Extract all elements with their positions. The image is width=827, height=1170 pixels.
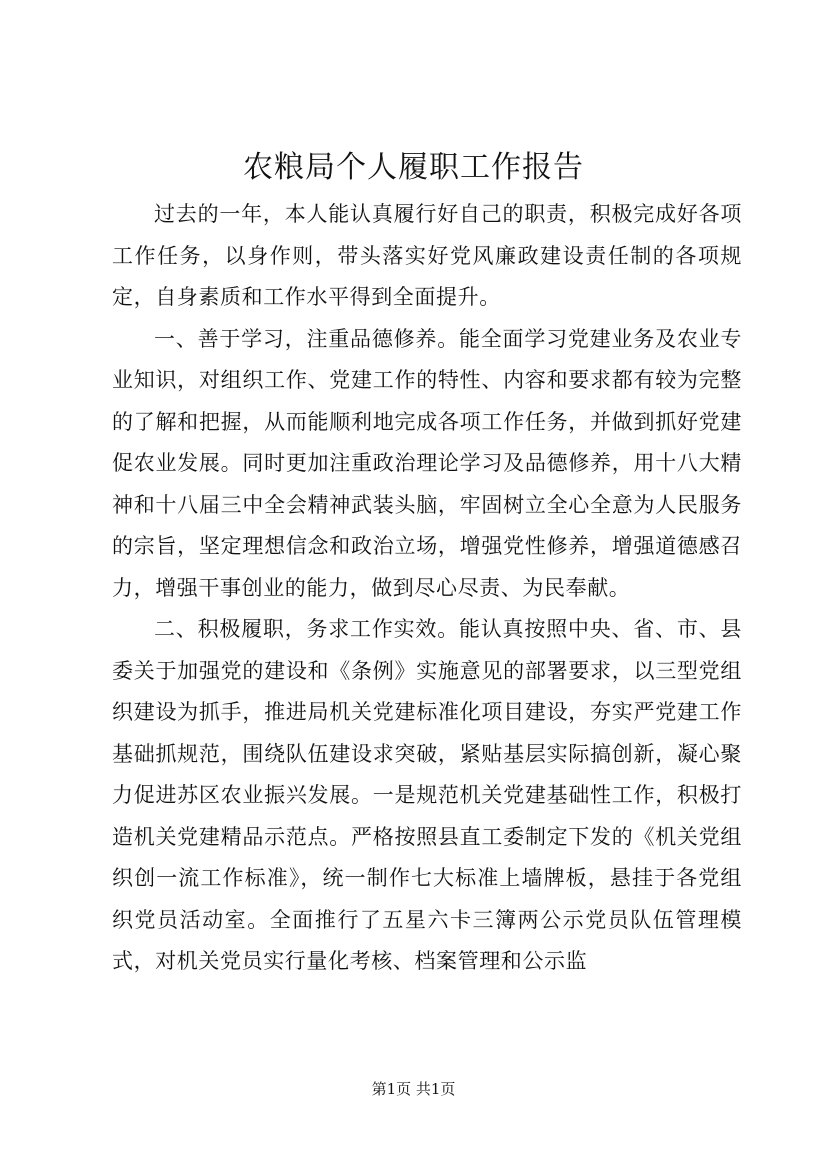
document-title: 农粮局个人履职工作报告 — [243, 150, 584, 185]
paragraph-section-2: 二、积极履职，务求工作实效。能认真按照中央、省、市、县委关于加强党的建设和《条例》实施意见的部署要求，以三型党组织建设为抓手，推进局机关党建标准化项目建设，夯实严党建工作基础抓规范，围绕队伍建设求突破，紧贴基层实际搞创新，凝心聚力促进苏区农业振兴发展。一是规范机关党建基础性工作，积极打造机关党建精品示范点。严格按照县直工委制定下发的《机关党组织创一流工作标准》，统一制作七大标准上墙牌板，悬挂于各党组织党员活动室。全面推行了五星六卡三簿两公示党员队伍管理模式，对机关党员实行量化考核、档案管理和公示监 — [112, 617, 742, 973]
document-body — [112, 194, 742, 983]
paragraph-section-1: 一、善于学习，注重品德修养。能全面学习党建业务及农业专业知识，对组织工作、党建工作的特性、内容和要求都有较为完整的了解和把握，从而能顺利地完成各项工作任务，并做到抓好党建促农业发展。同时更加注重政治理论学习及品德修养，用十八大精神和十八届三中全会精神武装头脑，牢固树立全心全意为人民服务的宗旨，坚定理想信念和政治立场，增强党性修养，增强道德感召力，增强干事创业的能力，做到尽心尽责、为民奉献。 — [112, 326, 742, 600]
paragraph-intro: 过去的一年，本人能认真履行好自己的职责，积极完成好各项工作任务，以身作则，带头落实好党风廉政建设责任制的各项规定，自身素质和工作水平得到全面提升。 — [112, 202, 742, 309]
page-footer: 第1页 共1页 — [371, 1080, 456, 1098]
